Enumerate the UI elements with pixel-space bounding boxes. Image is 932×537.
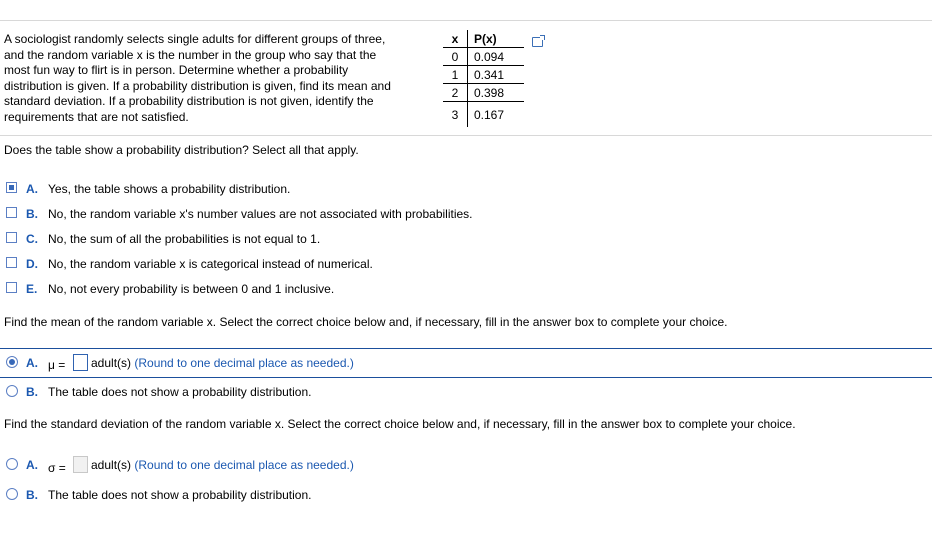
probability-table (443, 30, 524, 127)
unit-label: adult(s) (91, 458, 132, 472)
answer-unit-line (91, 457, 354, 473)
option-text: No, not every probability is between 0 and 1 inclusive. (48, 282, 335, 296)
rounding-hint: (Round to one decimal place as needed.) (134, 356, 354, 370)
option-letter: D. (26, 257, 38, 271)
sd-answer-input[interactable] (73, 456, 88, 473)
section-divider (0, 135, 932, 136)
table-cell-p: 0.094 (468, 48, 525, 66)
sigma-symbol: σ = (48, 461, 66, 475)
table-row (443, 48, 524, 66)
radio-icon[interactable] (6, 488, 18, 500)
problem-line: requirements that are not satisfied. (4, 109, 189, 124)
q1-prompt: Does the table show a probability distribution? Select all that apply. (4, 143, 359, 157)
option-text: No, the random variable x's number values are not associated with probabilities. (48, 207, 473, 221)
column-header-x: x (443, 30, 468, 48)
option-text: The table does not show a probability distribution. (48, 385, 312, 399)
option-letter: C. (26, 232, 38, 246)
expand-icon[interactable] (532, 37, 543, 47)
mu-symbol: μ = (48, 358, 66, 372)
option-text: Yes, the table shows a probability distribution. (48, 182, 291, 196)
table-cell-x: 2 (443, 84, 468, 102)
table-cell-p: 0.167 (474, 107, 505, 122)
option-letter: A. (26, 182, 38, 196)
rounding-hint: (Round to one decimal place as needed.) (134, 458, 354, 472)
table-cell-p: 0.398 (468, 84, 525, 102)
option-letter: B. (26, 385, 38, 399)
q2-prompt: Find the mean of the random variable x. Select the correct choice below and, if necessary, fill in the answer box to complete your choice. (4, 315, 728, 329)
option-text: No, the random variable x is categorical instead of numerical. (48, 257, 373, 271)
answer-unit-line (91, 355, 354, 371)
table-row (443, 66, 524, 84)
checkbox-checked-icon[interactable] (6, 182, 17, 193)
option-letter: E. (26, 282, 38, 296)
option-letter: A. (26, 356, 38, 370)
checkbox-icon[interactable] (6, 282, 17, 293)
radio-selected-icon[interactable] (6, 356, 18, 368)
unit-label: adult(s) (91, 356, 132, 370)
problem-line: most fun way to flirt is in person. Determine whether a probability (4, 63, 349, 77)
top-divider (0, 20, 932, 21)
radio-icon[interactable] (6, 458, 18, 470)
table-row (443, 102, 524, 128)
option-text: The table does not show a probability distribution. (48, 488, 312, 502)
checkbox-icon[interactable] (6, 232, 17, 243)
table-cell-p: 0.341 (468, 66, 525, 84)
option-letter: B. (26, 207, 38, 221)
column-header-px: P(x) (468, 30, 525, 48)
table-cell-x: 3 (443, 102, 468, 128)
table-row (443, 84, 524, 102)
checkbox-icon[interactable] (6, 257, 17, 268)
table-cell-x: 1 (443, 66, 468, 84)
problem-line: A sociologist randomly selects single adults for different groups of three, (4, 32, 386, 46)
problem-line: standard deviation. If a probability distribution is not given, identify the (4, 94, 374, 108)
problem-line: and the random variable x is the number in the group who say that the (4, 47, 377, 62)
mean-answer-input[interactable] (73, 354, 88, 371)
option-letter: B. (26, 488, 38, 502)
table-cell-x: 0 (443, 48, 468, 66)
table-header-row (443, 30, 524, 48)
checkbox-icon[interactable] (6, 207, 17, 218)
option-letter: A. (26, 458, 38, 472)
radio-icon[interactable] (6, 385, 18, 397)
problem-line: distribution is given. If a probability distribution is given, find its mean and (4, 78, 391, 93)
q3-prompt: Find the standard deviation of the random variable x. Select the correct choice below and, if necessary, fill in the answer box to complete your choice. (4, 417, 796, 431)
option-text: No, the sum of all the probabilities is not equal to 1. (48, 232, 321, 246)
problem-statement (4, 32, 429, 125)
